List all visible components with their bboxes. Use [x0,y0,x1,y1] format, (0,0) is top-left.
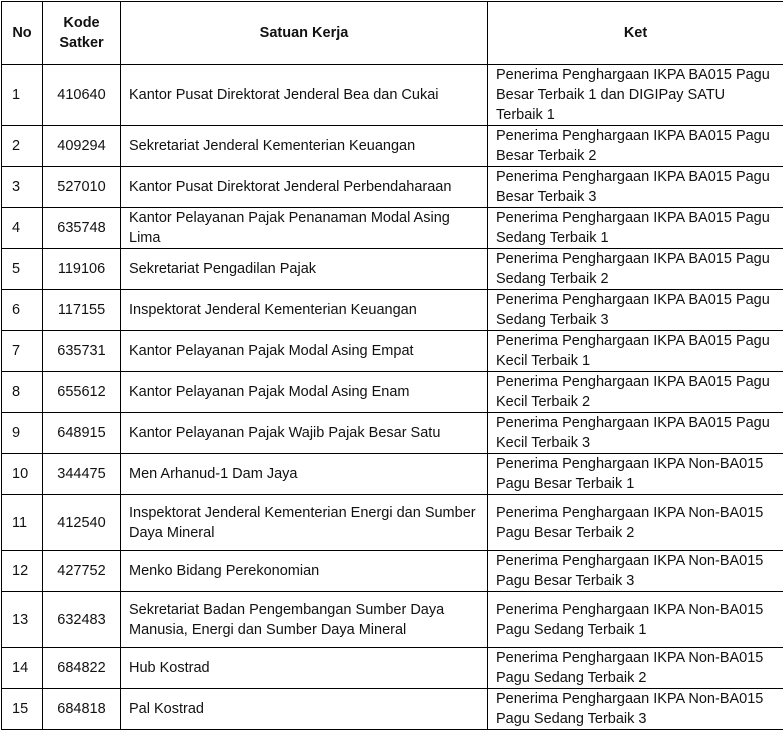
cell-no: 14 [2,648,43,689]
table-row [2,454,783,495]
cell-ket: Penerima Penghargaan IKPA BA015 Pagu Kecil Terbaik 3 [488,413,783,454]
cell-ket: Penerima Penghargaan IKPA Non-BA015 Pagu Besar Terbaik 2 [488,495,783,551]
cell-kode-satker: 527010 [43,167,121,208]
table-row [2,372,783,413]
cell-kode-satker: 635731 [43,331,121,372]
cell-satuan-kerja: Kantor Pelayanan Pajak Modal Asing Enam [121,372,488,413]
cell-no: 1 [2,65,43,126]
cell-satuan-kerja: Kantor Pusat Direktorat Jenderal Perbendaharaan [121,167,488,208]
cell-satuan-kerja: Hub Kostrad [121,648,488,689]
cell-no: 13 [2,592,43,648]
cell-ket: Penerima Penghargaan IKPA BA015 Pagu Besar Terbaik 1 dan DIGIPay SATU Terbaik 1 [488,65,783,126]
cell-satuan-kerja: Sekretariat Pengadilan Pajak [121,249,488,290]
cell-satuan-kerja: Inspektorat Jenderal Kementerian Energi dan Sumber Daya Mineral [121,495,488,551]
cell-no: 5 [2,249,43,290]
header-no: No [2,2,43,65]
cell-ket: Penerima Penghargaan IKPA Non-BA015 Pagu Sedang Terbaik 2 [488,648,783,689]
award-table [1,1,783,730]
header-kode-satker [43,2,121,65]
cell-satuan-kerja: Men Arhanud-1 Dam Jaya [121,454,488,495]
cell-kode-satker: 648915 [43,413,121,454]
cell-satuan-kerja: Sekretariat Badan Pengembangan Sumber Daya Manusia, Energi dan Sumber Daya Mineral [121,592,488,648]
cell-kode-satker: 117155 [43,290,121,331]
cell-no: 7 [2,331,43,372]
cell-kode-satker: 632483 [43,592,121,648]
table-row [2,290,783,331]
table-body [2,65,783,730]
table-row [2,167,783,208]
cell-kode-satker: 684818 [43,689,121,730]
cell-kode-satker: 635748 [43,208,121,249]
table-row [2,648,783,689]
table-row [2,331,783,372]
cell-ket: Penerima Penghargaan IKPA BA015 Pagu Sedang Terbaik 3 [488,290,783,331]
header-ket: Ket [488,2,783,65]
header-row [2,2,783,65]
cell-no: 15 [2,689,43,730]
cell-ket: Penerima Penghargaan IKPA Non-BA015 Pagu Besar Terbaik 1 [488,454,783,495]
cell-kode-satker: 427752 [43,551,121,592]
table-row [2,495,783,551]
cell-satuan-kerja: Kantor Pelayanan Pajak Modal Asing Empat [121,331,488,372]
cell-satuan-kerja: Kantor Pelayanan Pajak Wajib Pajak Besar Satu [121,413,488,454]
table-row [2,551,783,592]
cell-no: 8 [2,372,43,413]
cell-satuan-kerja: Kantor Pelayanan Pajak Penanaman Modal Asing Lima [121,208,488,249]
cell-ket: Penerima Penghargaan IKPA BA015 Pagu Kecil Terbaik 2 [488,372,783,413]
header-kode-line2: Satker [59,35,103,51]
table-row [2,126,783,167]
cell-no: 9 [2,413,43,454]
cell-kode-satker: 684822 [43,648,121,689]
table-row [2,249,783,290]
cell-ket: Penerima Penghargaan IKPA BA015 Pagu Besar Terbaik 2 [488,126,783,167]
cell-no: 6 [2,290,43,331]
cell-no: 2 [2,126,43,167]
cell-kode-satker: 344475 [43,454,121,495]
cell-kode-satker: 119106 [43,249,121,290]
table-row [2,592,783,648]
cell-ket: Penerima Penghargaan IKPA BA015 Pagu Sedang Terbaik 2 [488,249,783,290]
cell-ket: Penerima Penghargaan IKPA Non-BA015 Pagu Sedang Terbaik 1 [488,592,783,648]
table-row [2,208,783,249]
cell-no: 3 [2,167,43,208]
table-row [2,413,783,454]
cell-satuan-kerja: Inspektorat Jenderal Kementerian Keuangan [121,290,488,331]
cell-ket: Penerima Penghargaan IKPA Non-BA015 Pagu Sedang Terbaik 3 [488,689,783,730]
cell-ket: Penerima Penghargaan IKPA BA015 Pagu Besar Terbaik 3 [488,167,783,208]
cell-kode-satker: 409294 [43,126,121,167]
cell-satuan-kerja: Kantor Pusat Direktorat Jenderal Bea dan Cukai [121,65,488,126]
cell-ket: Penerima Penghargaan IKPA Non-BA015 Pagu Besar Terbaik 3 [488,551,783,592]
cell-no: 11 [2,495,43,551]
cell-satuan-kerja: Menko Bidang Perekonomian [121,551,488,592]
cell-kode-satker: 655612 [43,372,121,413]
header-kode-line1: Kode [63,15,99,31]
header-satuan-kerja: Satuan Kerja [121,2,488,65]
cell-ket: Penerima Penghargaan IKPA BA015 Pagu Sedang Terbaik 1 [488,208,783,249]
cell-kode-satker: 410640 [43,65,121,126]
cell-satuan-kerja: Sekretariat Jenderal Kementerian Keuangan [121,126,488,167]
cell-no: 10 [2,454,43,495]
cell-no: 12 [2,551,43,592]
table-row [2,65,783,126]
cell-no: 4 [2,208,43,249]
cell-kode-satker: 412540 [43,495,121,551]
cell-satuan-kerja: Pal Kostrad [121,689,488,730]
table-row [2,689,783,730]
cell-ket: Penerima Penghargaan IKPA BA015 Pagu Kecil Terbaik 1 [488,331,783,372]
